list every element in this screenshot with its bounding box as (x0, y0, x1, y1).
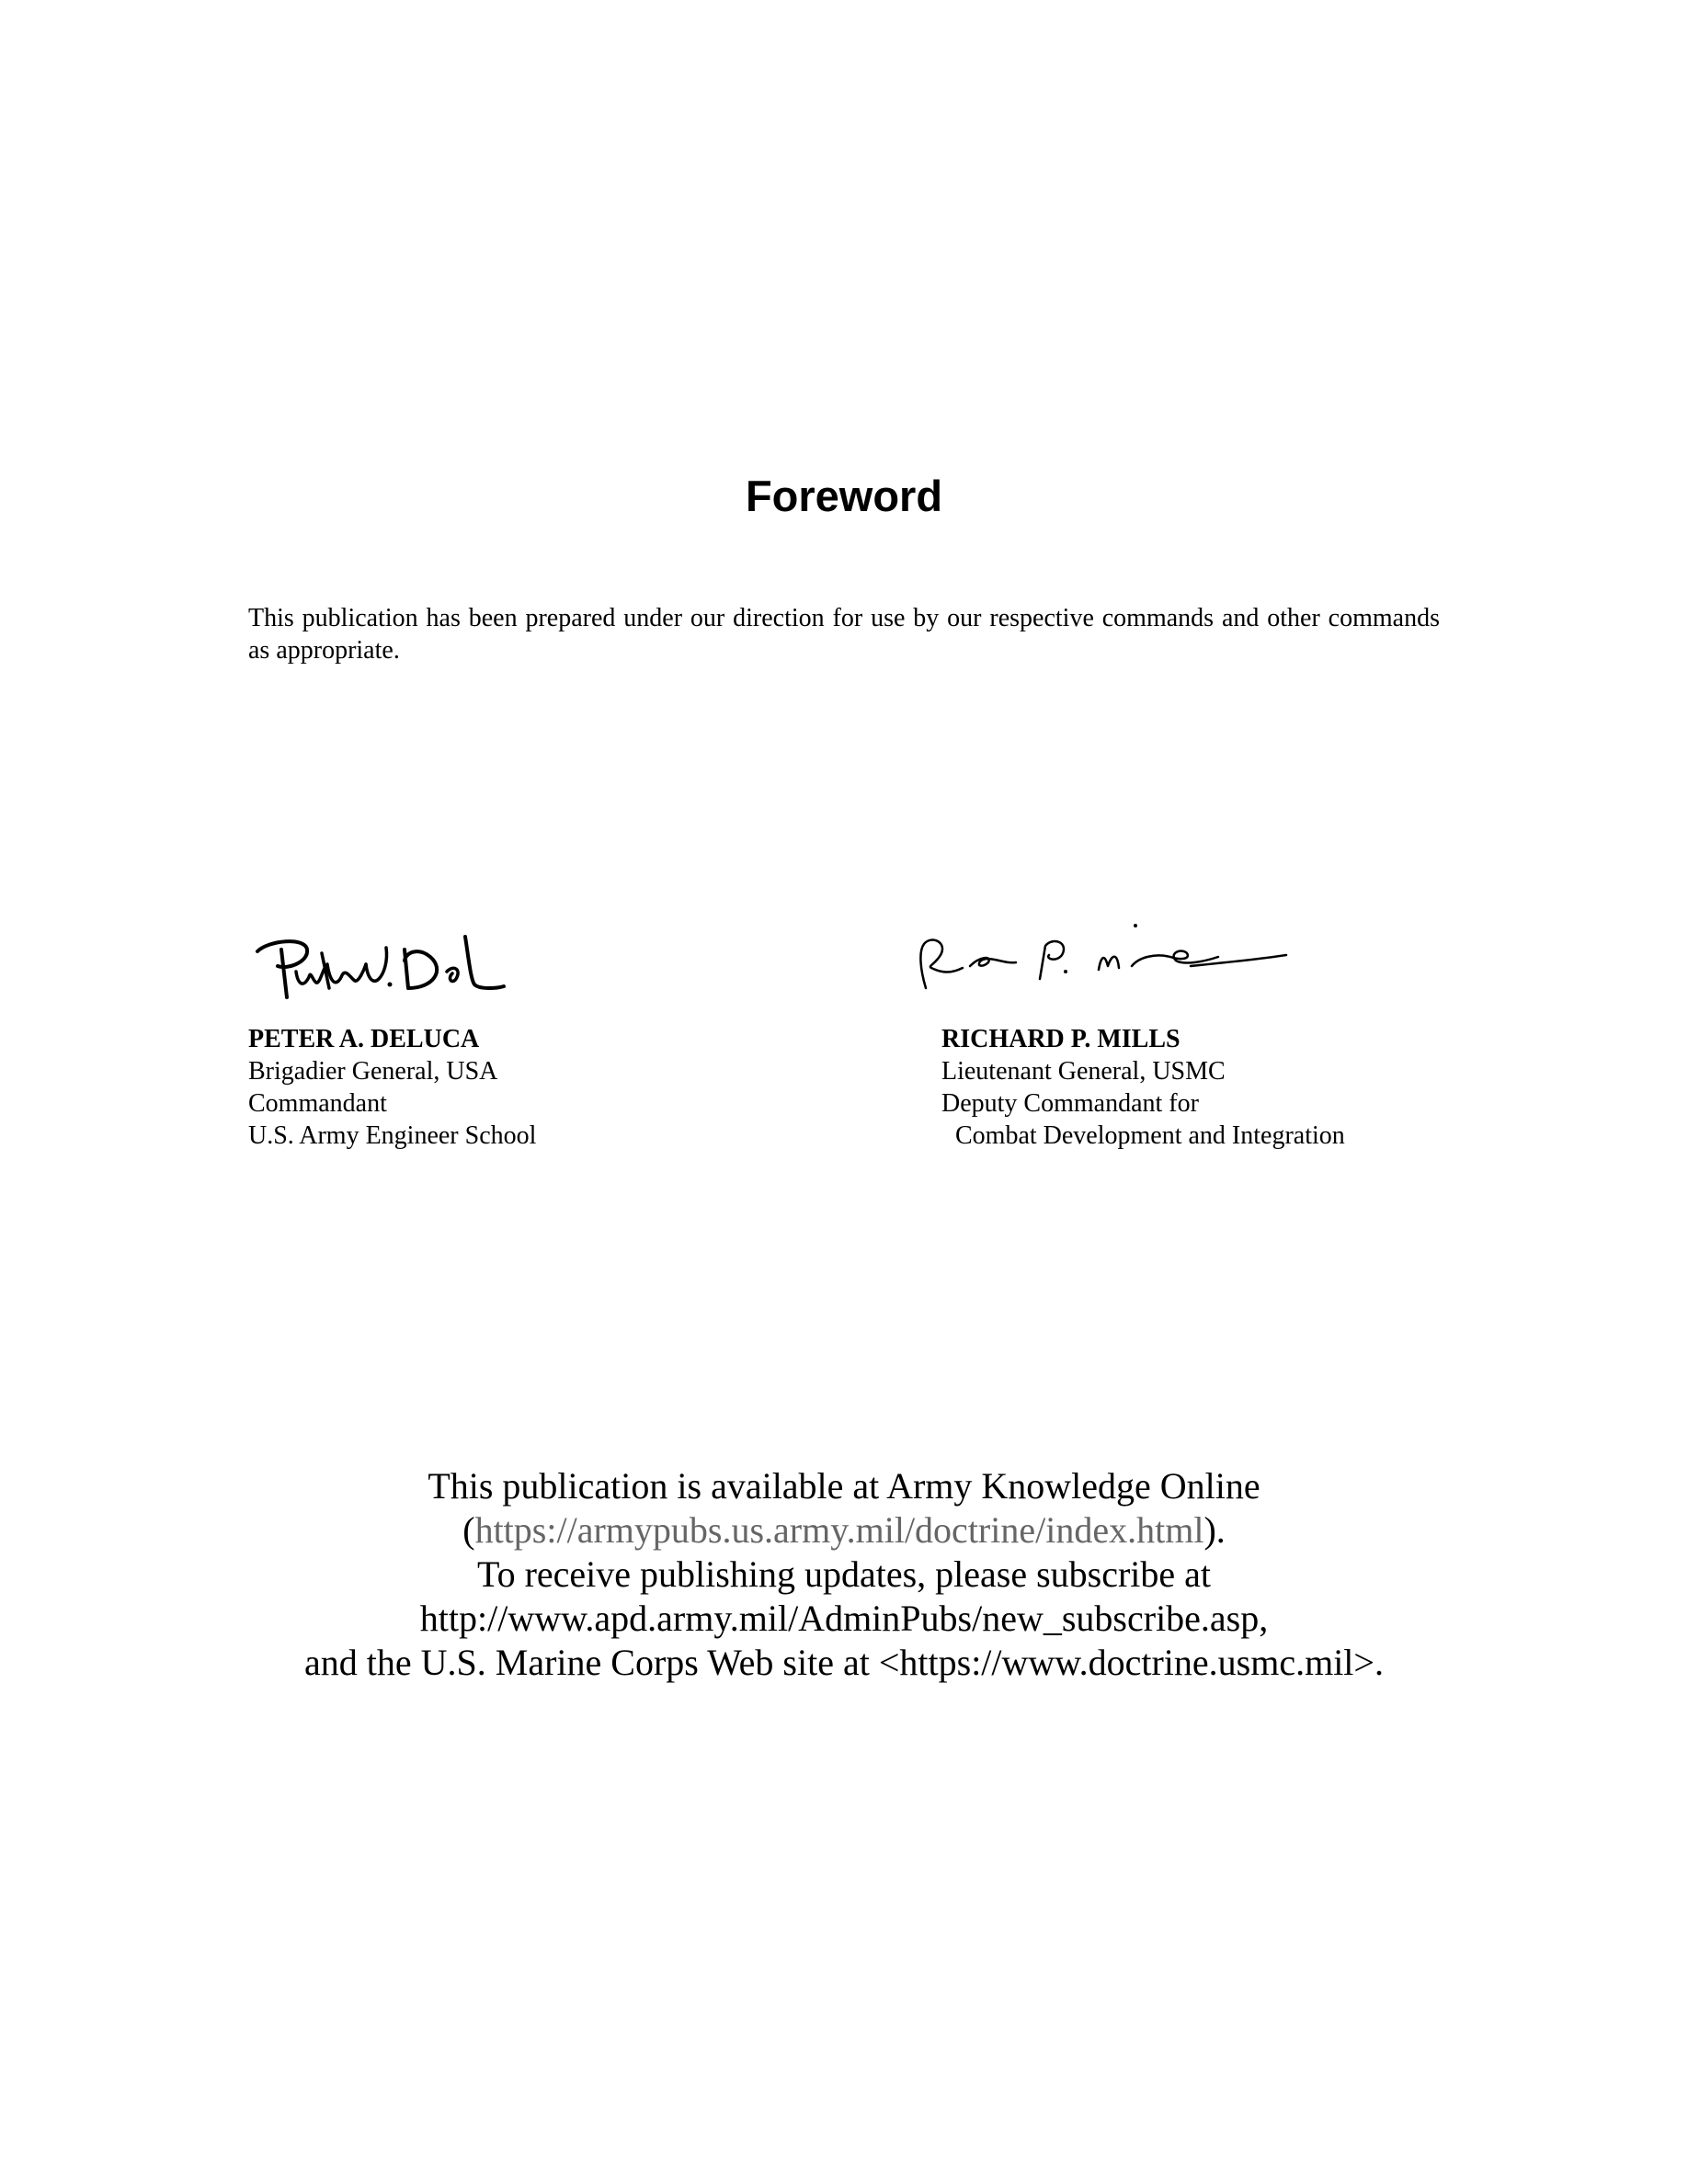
signature-deluca (250, 924, 508, 1007)
signer-rank: Brigadier General, USA (248, 1057, 498, 1086)
signer-organization: U.S. Army Engineer School (248, 1121, 537, 1150)
signer-position: Commandant (248, 1089, 387, 1118)
signer-block-left (248, 1023, 536, 1152)
close-paren: ). (1203, 1509, 1226, 1551)
signer-position: Deputy Commandant for (941, 1089, 1199, 1118)
signature-mills (915, 915, 1292, 997)
signer-organization: Combat Development and Integration (955, 1121, 1345, 1150)
signer-rank: Lieutenant General, USMC (941, 1057, 1226, 1086)
army-pubs-link[interactable]: https://armypubs.us.army.mil/doctrine/index.html (474, 1509, 1204, 1551)
availability-line: To receive publishing updates, please subscribe at (476, 1553, 1212, 1595)
subscribe-link[interactable]: http://www.apd.army.mil/AdminPubs/new_subscribe.asp, (419, 1598, 1269, 1639)
signer-name: RICHARD P. MILLS (941, 1025, 1180, 1053)
page-title: Foreword (745, 472, 943, 520)
signer-name: PETER A. DELUCA (248, 1025, 480, 1053)
foreword-paragraph: This publication has been prepared under our direction for use by our respective commands and other commands as appropriate. (248, 604, 1440, 665)
signer-block-right (941, 1023, 1345, 1152)
availability-line: This publication is available at Army Knowledge Online (428, 1465, 1260, 1507)
usmc-link-line[interactable]: and the U.S. Marine Corps Web site at <https://www.doctrine.usmc.mil>. (304, 1642, 1384, 1683)
availability-notice (0, 1464, 1688, 1685)
availability-link-line (0, 1508, 1688, 1553)
open-paren: ( (462, 1509, 475, 1551)
